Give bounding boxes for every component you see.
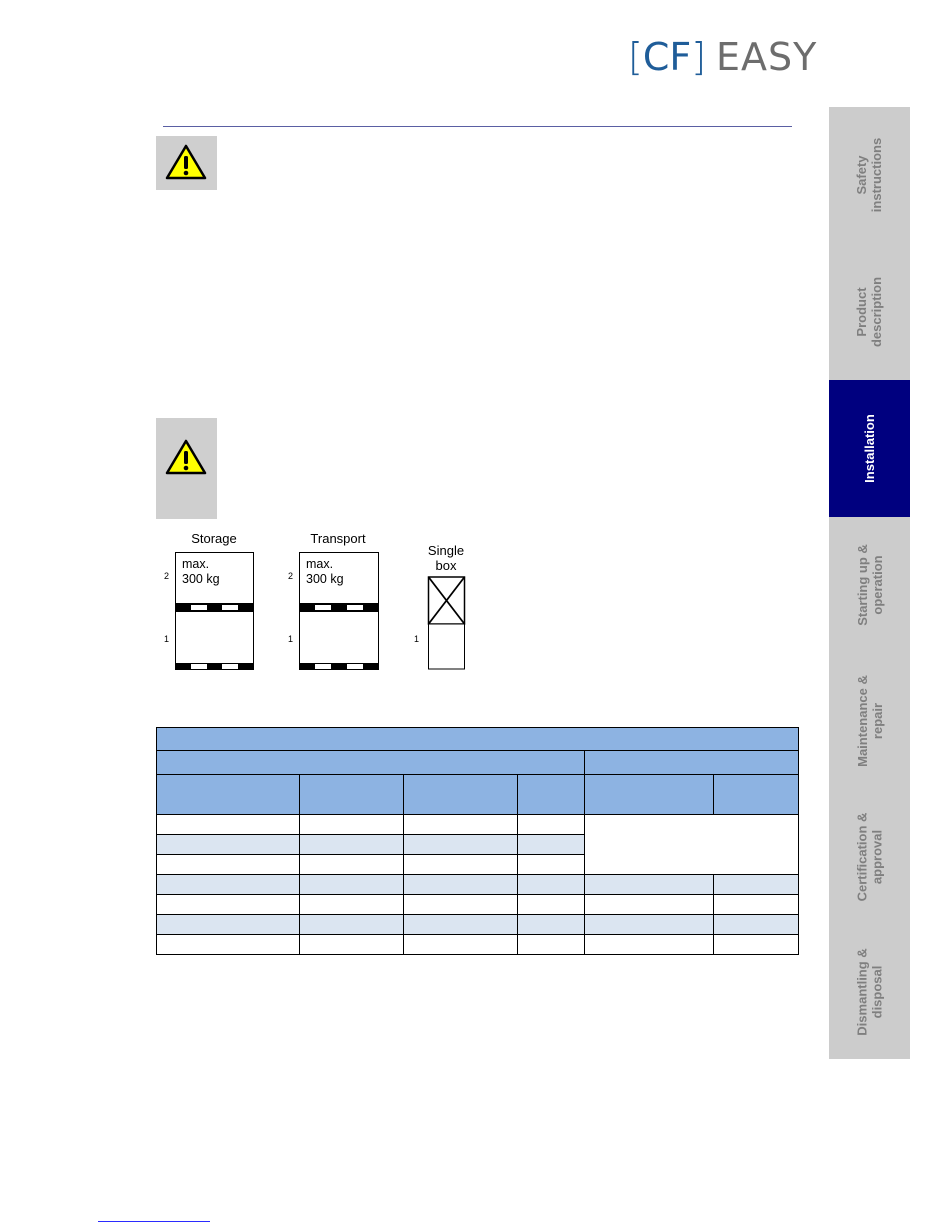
warning-box-1: [156, 136, 217, 190]
table-merged-cell: [585, 815, 799, 875]
table-cell: [518, 815, 585, 835]
table-row: [157, 895, 799, 915]
table-cell: [714, 895, 799, 915]
tab-product-description[interactable]: [829, 243, 910, 380]
table-cell: [157, 875, 300, 895]
storage-level-1: 1: [164, 634, 170, 644]
table-header-cell: [157, 751, 585, 775]
table-cell: [300, 935, 404, 955]
table-cell: [714, 935, 799, 955]
table-cell: [300, 815, 404, 835]
header-rule: [163, 126, 792, 127]
table-cell: [585, 875, 714, 895]
table-cell: [404, 835, 518, 855]
table-cell: [714, 915, 799, 935]
storage-load-label: max. 300 kg: [182, 557, 220, 586]
table-cell: [404, 815, 518, 835]
transport-level-2: 2: [288, 571, 294, 581]
table-cell: [404, 935, 518, 955]
table-header-cell: [585, 775, 714, 815]
chapter-tabs: [829, 107, 910, 1059]
table-cell: [714, 875, 799, 895]
brand-logo: [628, 34, 817, 80]
tab-label: Safety instructions: [854, 137, 885, 213]
table-cell: [518, 915, 585, 935]
tab-label: Maintenance & repair: [854, 675, 885, 767]
table-row: [157, 875, 799, 895]
tab-label: Certification & approval: [854, 812, 885, 901]
table-header-cell: [585, 751, 799, 775]
tab-label: Product description: [854, 276, 885, 347]
table-header-cell: [157, 775, 300, 815]
table-cell: [157, 815, 300, 835]
warning-box-2: [156, 418, 217, 519]
table-cell: [404, 895, 518, 915]
logo-easy: EASY: [716, 35, 818, 79]
table-header-cell: [714, 775, 799, 815]
table-cell: [300, 835, 404, 855]
transport-pallet-lower: [299, 663, 379, 670]
warning-triangle-icon: [165, 144, 207, 180]
table-cell: [585, 915, 714, 935]
table-cell: [518, 835, 585, 855]
tab-certification-approval[interactable]: [829, 789, 910, 924]
transport-level-1: 1: [288, 634, 294, 644]
table-cell: [518, 855, 585, 875]
table-row: [157, 915, 799, 935]
table-header-row: [157, 728, 799, 751]
table-cell: [157, 915, 300, 935]
table-header-cell: [300, 775, 404, 815]
table-header-row: [157, 751, 799, 775]
table-cell: [300, 915, 404, 935]
table-cell: [518, 935, 585, 955]
table-header-row: [157, 775, 799, 815]
tab-safety-instructions[interactable]: [829, 107, 910, 243]
storage-level-2: 2: [164, 571, 170, 581]
tab-label: Dismantling & disposal: [854, 947, 885, 1036]
single-box-caption: Single box: [427, 543, 465, 573]
storage-lower-box: [175, 611, 254, 664]
tab-label: Starting up & operation: [854, 544, 885, 626]
tab-maintenance-repair[interactable]: [829, 653, 910, 789]
table-cell: [585, 895, 714, 915]
tab-starting-up-operation[interactable]: [829, 517, 910, 653]
logo-cf: CF: [642, 35, 692, 79]
table-cell: [157, 895, 300, 915]
table-cell: [404, 915, 518, 935]
transport-load-label: max. 300 kg: [306, 557, 344, 586]
table-cell: [585, 935, 714, 955]
logo-close-bracket: ]: [691, 35, 707, 79]
table-cell: [518, 875, 585, 895]
transport-lower-box: [299, 611, 379, 664]
table-cell: [157, 935, 300, 955]
table-cell: [518, 895, 585, 915]
table-header-cell: [157, 728, 799, 751]
single-box-crossed-icon: [427, 575, 467, 671]
transport-pallet-upper: [299, 604, 379, 611]
table-header-cell: [518, 775, 585, 815]
single-level-1: 1: [414, 634, 420, 644]
storage-upper-box: [175, 552, 254, 604]
transport-caption: Transport: [310, 531, 366, 546]
tab-label: Installation: [862, 414, 877, 483]
warning-triangle-icon: [165, 439, 207, 475]
tab-dismantling-disposal[interactable]: [829, 924, 910, 1059]
table-row: [157, 815, 799, 835]
table-header-cell: [404, 775, 518, 815]
specifications-table: [156, 727, 798, 955]
table-cell: [404, 855, 518, 875]
table-cell: [300, 855, 404, 875]
table-cell: [157, 835, 300, 855]
logo-open-bracket: [: [628, 35, 643, 79]
storage-caption: Storage: [191, 531, 237, 546]
table-row: [157, 935, 799, 955]
storage-pallet-lower: [175, 663, 254, 670]
storage-pallet-upper: [175, 604, 254, 611]
table-cell: [157, 855, 300, 875]
table-cell: [300, 875, 404, 895]
tab-installation[interactable]: [829, 380, 910, 517]
footer-link-underline[interactable]: [98, 1221, 210, 1222]
transport-upper-box: [299, 552, 379, 604]
table-cell: [300, 895, 404, 915]
table-cell: [404, 875, 518, 895]
